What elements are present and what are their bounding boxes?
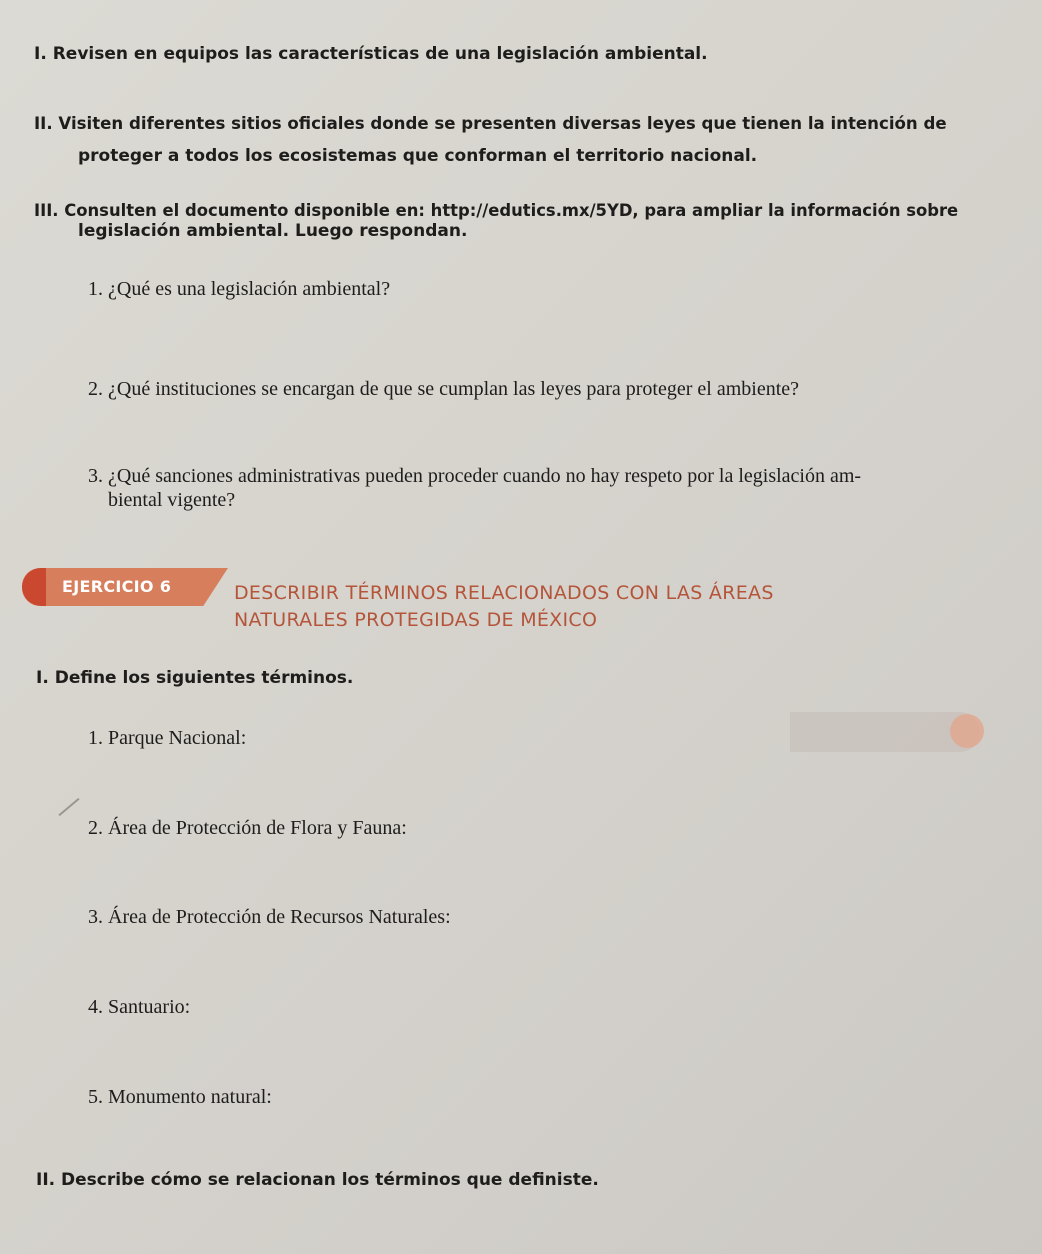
instruction-iii-line2: legislación ambiental. Luego respondan. (78, 221, 468, 241)
term-recursos-naturales: 3. Área de Protección de Recursos Naturales: (88, 906, 451, 928)
exercise-title-line1: DESCRIBIR TÉRMINOS RELACIONADOS CON LAS ÁREAS (234, 582, 774, 604)
question-1: 1. ¿Qué es una legislación ambiental? (88, 278, 391, 300)
bleed-through-dot (950, 714, 984, 748)
term-santuario: 4. Santuario: (88, 996, 191, 1018)
define-heading: I. Define los siguientes términos. (36, 668, 354, 688)
question-3-line2: biental vigente? (108, 489, 236, 511)
instruction-ii-line1: II. Visiten diferentes sitios oficiales donde se presenten diversas leyes que tienen la intención de (34, 114, 947, 133)
relation-question: II. Describe cómo se relacionan los términos que definiste. (36, 1170, 599, 1190)
exercise-title-line2: NATURALES PROTEGIDAS DE MÉXICO (234, 609, 598, 631)
question-2: 2. ¿Qué instituciones se encargan de que se cumplan las leyes para proteger el ambiente? (88, 378, 800, 400)
exercise-label: EJERCICIO 6 (62, 577, 172, 596)
exercise-banner-dot (22, 568, 46, 606)
term-flora-fauna: 2. Área de Protección de Flora y Fauna: (88, 817, 407, 839)
margin-mark (58, 798, 79, 816)
question-3-line1: 3. ¿Qué sanciones administrativas pueden proceder cuando no hay respeto por la legislación am- (88, 465, 862, 487)
instruction-iii-line1: III. Consulten el documento disponible en: http://edutics.mx/5YD, para ampliar la información sobre (34, 201, 959, 220)
instruction-i: I. Revisen en equipos las características de una legislación ambiental. (34, 44, 708, 64)
instruction-ii-line2: proteger a todos los ecosistemas que conforman el territorio nacional. (78, 146, 758, 166)
term-parque-nacional: 1. Parque Nacional: (88, 727, 247, 749)
term-monumento-natural: 5. Monumento natural: (88, 1086, 272, 1108)
